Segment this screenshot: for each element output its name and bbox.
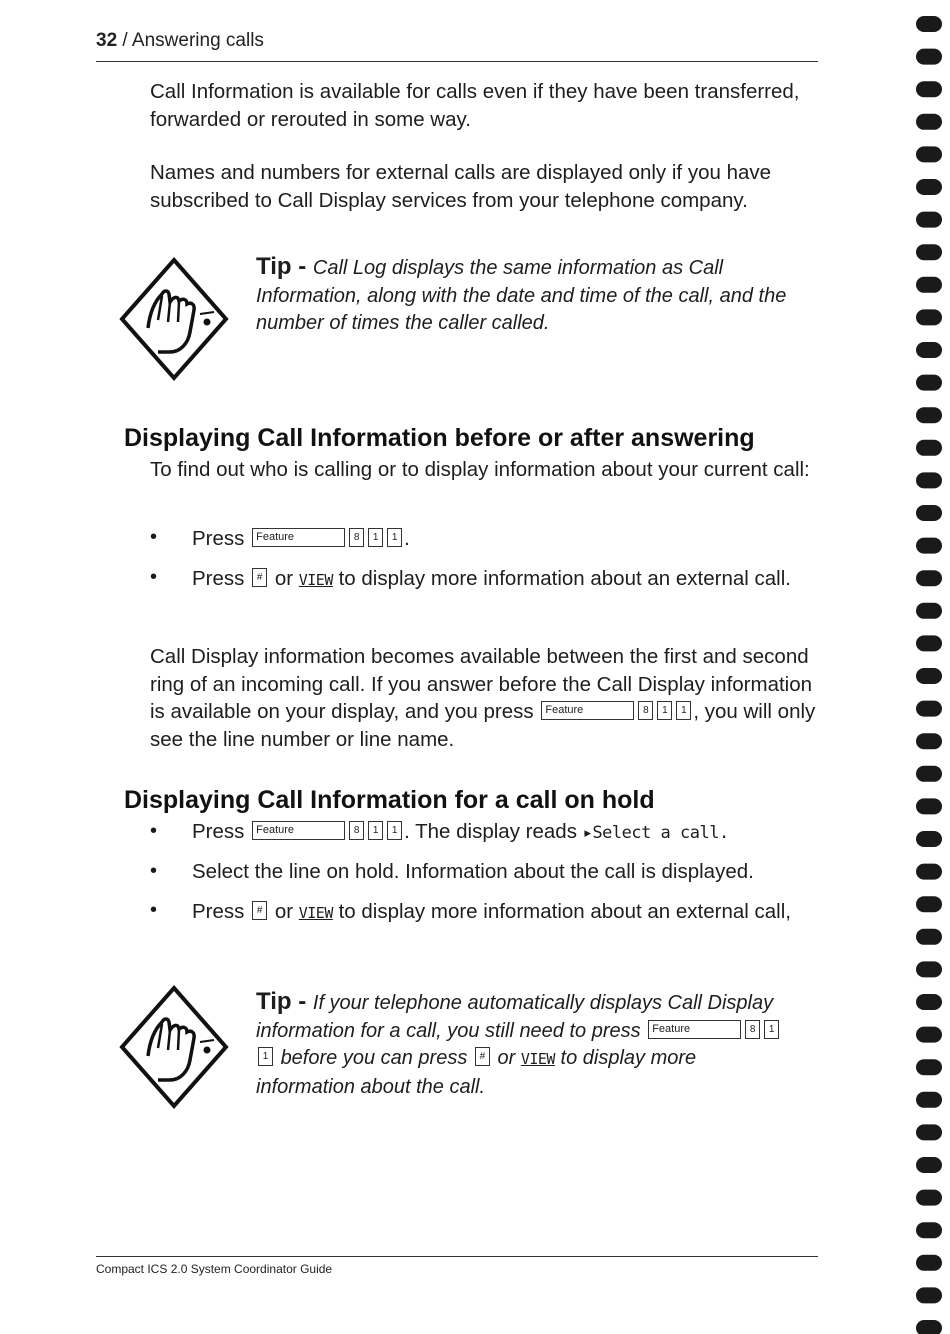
binding-hole [916, 831, 942, 847]
press-label: Press [192, 820, 245, 843]
tip-2-text-d: to display more information about the call. [256, 1047, 697, 1098]
view-softkey: VIEW [520, 1050, 555, 1068]
binding-hole [916, 49, 942, 65]
key-1: 1 [387, 528, 402, 547]
view-softkey: VIEW [298, 904, 333, 922]
key-hash: # [252, 568, 267, 587]
binding-hole [916, 864, 942, 880]
section-heading-before-after: Displaying Call Information before or after answering [124, 424, 755, 452]
key-1: 1 [657, 701, 672, 720]
binding-hole [916, 114, 942, 130]
header-rule [96, 61, 818, 62]
bullet-select-line: Select the line on hold. Information about the call is displayed. [192, 860, 754, 883]
section-title: / Answering calls [122, 30, 264, 51]
footer-rule [96, 1256, 818, 1257]
binding-hole [916, 603, 942, 619]
binding-hole [916, 277, 942, 293]
tip-2-text-c: or [497, 1047, 516, 1069]
binding-hole [916, 701, 942, 717]
binding-hole [916, 309, 942, 325]
bullet-marker: • [150, 566, 158, 588]
bullet-marker: • [150, 860, 158, 882]
key-hash: # [252, 901, 267, 920]
bullet-rest-text: to display more information about an external call, [338, 900, 791, 923]
binding-hole [916, 16, 942, 32]
tip-2-text-b: before you can press [280, 1047, 468, 1069]
binding-hole [916, 798, 942, 814]
bullet-marker: • [150, 899, 158, 921]
footer-text: Compact ICS 2.0 System Coordinator Guide [96, 1262, 333, 1276]
binding-hole [916, 407, 942, 423]
binding-hole [916, 505, 942, 521]
tip-2 [256, 988, 796, 1101]
binding-hole [916, 1287, 942, 1303]
key-hash: # [475, 1047, 490, 1066]
binding-hole [916, 929, 942, 945]
bullet-press-feature-811: Press Feature 8 1 1 . [192, 527, 410, 550]
feature-key: Feature [648, 1020, 741, 1039]
page-header [96, 30, 264, 52]
key-1: 1 [676, 701, 691, 720]
call-display-paragraph [150, 643, 820, 753]
display-reads-text: . The display reads [404, 820, 577, 843]
section-1-intro: To find out who is calling or to display information about your current call: [150, 458, 810, 481]
binding-hole [916, 81, 942, 97]
display-prompt: ▸Select a call. [582, 823, 729, 843]
intro-paragraph-1: Call Information is available for calls even if they have been transferred, forwarded or rerouted in some way. [150, 80, 800, 131]
binding-hole [916, 1190, 942, 1206]
binding-hole [916, 375, 942, 391]
bullet-press-feature-hold [192, 818, 822, 847]
feature-key: Feature [252, 821, 345, 840]
intro-paragraph-2: Names and numbers for external calls are displayed only if you have subscribed to Call Display services from your telephone company. [150, 161, 772, 212]
binding-hole [916, 766, 942, 782]
bullet-rest-text: to display more information about an external call. [338, 567, 791, 590]
binding-hole [916, 1092, 942, 1108]
binding-hole [916, 733, 942, 749]
binding-hole [916, 1255, 942, 1271]
view-softkey: VIEW [298, 571, 333, 589]
bullet-press-hash-view [192, 565, 822, 594]
binding-hole [916, 244, 942, 260]
key-8: 8 [349, 528, 364, 547]
press-label: Press [192, 567, 245, 590]
binding-hole [916, 1124, 942, 1140]
binding-hole [916, 538, 942, 554]
key-1: 1 [368, 528, 383, 547]
key-1: 1 [387, 821, 402, 840]
binding-hole [916, 342, 942, 358]
binding-hole [916, 635, 942, 651]
key-8: 8 [638, 701, 653, 720]
press-label: Press [192, 527, 245, 550]
spiral-binding-holes [910, 0, 946, 1334]
key-8: 8 [349, 821, 364, 840]
binding-hole [916, 570, 942, 586]
binding-hole [916, 994, 942, 1010]
binding-hole [916, 1320, 942, 1334]
tip-2-text-a: If your telephone automatically displays Call Display information for a call, you still need to press [256, 992, 774, 1042]
or-label: or [274, 900, 294, 923]
binding-hole [916, 1222, 942, 1238]
key-1: 1 [258, 1047, 273, 1066]
bullet-marker: • [150, 526, 158, 548]
or-label: or [274, 567, 294, 590]
tip-hand-icon [118, 256, 230, 382]
binding-hole [916, 1157, 942, 1173]
tip-1-text: Call Log displays the same information as Call Information, along with the date and time of the call, and the number of times the caller called. [256, 257, 787, 334]
binding-hole [916, 472, 942, 488]
binding-hole [916, 440, 942, 456]
tip-hand-icon [118, 984, 230, 1110]
feature-key: Feature [252, 528, 345, 547]
section-heading-on-hold: Displaying Call Information for a call on hold [124, 786, 655, 814]
binding-hole [916, 146, 942, 162]
binding-hole [916, 1059, 942, 1075]
binding-hole [916, 1027, 942, 1043]
feature-key: Feature [541, 701, 634, 720]
paragraph-end-text: , you will only see the line number or line name. [150, 700, 816, 751]
binding-hole [916, 668, 942, 684]
binding-hole [916, 212, 942, 228]
tip-label: Tip - [256, 253, 313, 280]
key-1: 1 [764, 1020, 779, 1039]
key-1: 1 [368, 821, 383, 840]
key-8: 8 [745, 1020, 760, 1039]
binding-hole [916, 896, 942, 912]
bullet-press-hash-view-2 [192, 898, 822, 927]
tip-label: Tip - [256, 988, 313, 1015]
binding-hole [916, 179, 942, 195]
page-number: 32 [96, 30, 118, 51]
bullet-marker: • [150, 820, 158, 842]
press-label: Press [192, 900, 245, 923]
binding-hole [916, 961, 942, 977]
paragraph-text: Call Display information becomes available between the first and second ring of an incoming call. If you answer before the Call Display information is available on your display, and you press [150, 645, 813, 723]
tip-1 [256, 253, 796, 338]
